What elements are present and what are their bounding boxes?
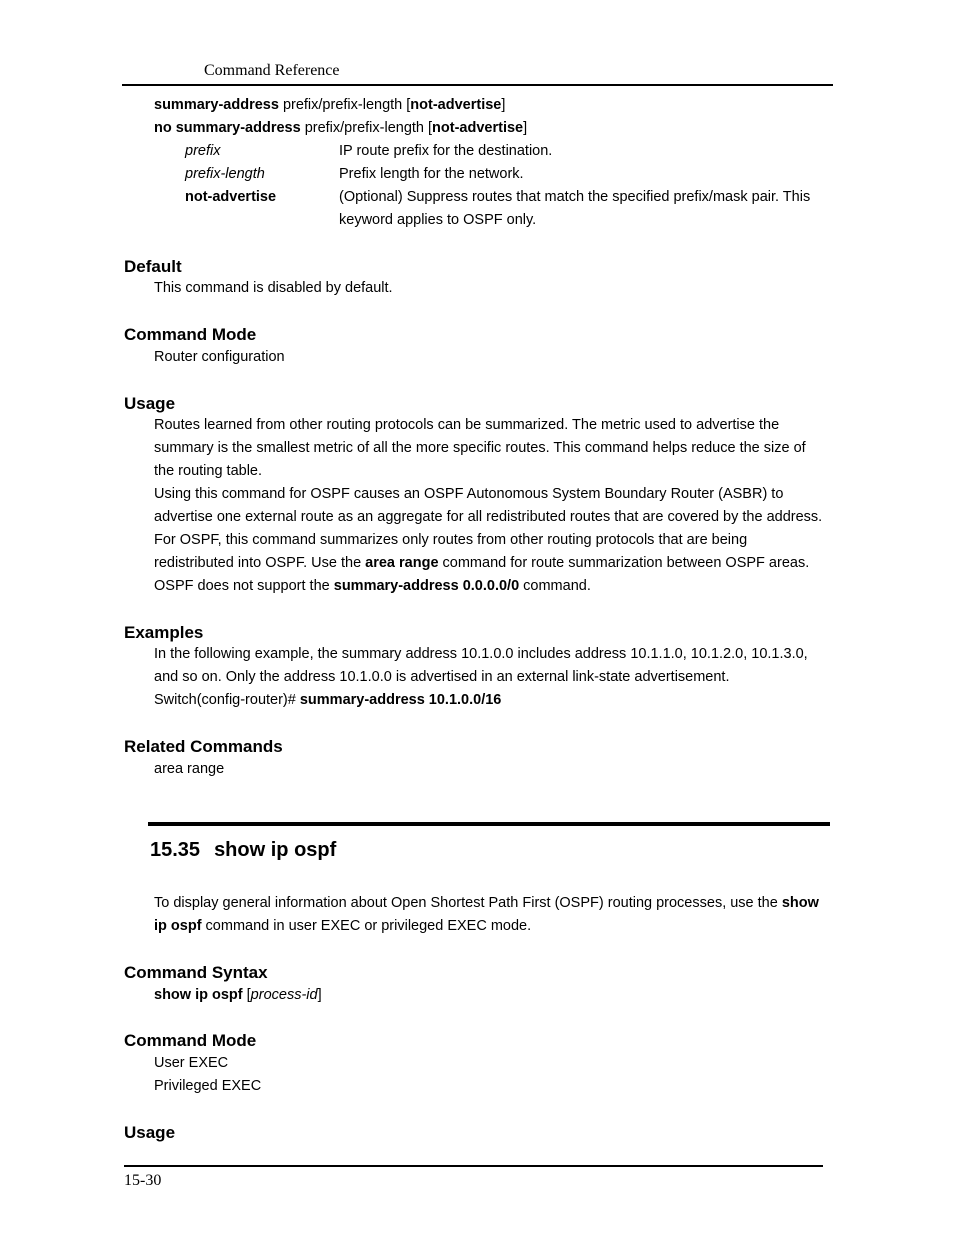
syntax-option: not-advertise (410, 97, 502, 113)
param-name: not-advertise (185, 189, 277, 205)
intro-text: command in user EXEC or privileged EXEC mode. (201, 918, 532, 934)
section-title (150, 839, 336, 862)
page-number: 15-30 (124, 1172, 162, 1189)
param-name: prefix-length (185, 166, 265, 182)
usage-line: the routing table. (154, 463, 263, 479)
usage-line: summary is the smallest metric of all the more specific routes. This command helps reduce the size of (154, 440, 806, 456)
command-mode-text: Router configuration (154, 349, 285, 365)
syntax-command: summary-address (154, 97, 279, 113)
intro-keyword: show (781, 895, 819, 911)
heading-default: Default (124, 257, 182, 276)
section-name: show ip ospf (214, 839, 337, 861)
usage-line: Routes learned from other routing protocols can be summarized. The metric used to advertise the (154, 417, 780, 433)
section-intro-line (154, 895, 819, 911)
syntax-close: ] (501, 97, 506, 113)
footer-rule (124, 1165, 823, 1167)
param-desc: IP route prefix for the destination. (339, 143, 553, 159)
example-command-line (154, 692, 501, 708)
usage-line (154, 555, 809, 571)
command-mode-text: Privileged EXEC (154, 1078, 262, 1094)
heading-related-commands: Related Commands (124, 737, 283, 756)
example-command: summary-address 10.1.0.0/16 (299, 692, 502, 708)
usage-text: command for route summarization between OSPF areas. (438, 555, 810, 571)
usage-keyword: summary-address 0.0.0.0/0 (333, 578, 520, 594)
syntax-command: show ip ospf (154, 987, 243, 1003)
param-desc-continued: keyword applies to OSPF only. (339, 212, 537, 228)
section-number: 15.35 (150, 839, 201, 861)
heading-command-mode: Command Mode (124, 325, 257, 344)
example-line: In the following example, the summary address 10.1.0.0 includes address 10.1.1.0, 10.1.2.0, 10.1.3.0, (154, 646, 808, 662)
intro-keyword: ip ospf (154, 918, 202, 934)
syntax-close: ] (523, 120, 528, 136)
usage-text: OSPF does not support the (154, 578, 334, 594)
section-intro-line (154, 918, 531, 934)
syntax2-line (154, 987, 322, 1003)
usage-keyword: area range (365, 555, 439, 571)
heading-usage: Usage (124, 1123, 176, 1142)
heading-usage: Usage (124, 394, 176, 413)
syntax-args: prefix/prefix-length [ (278, 97, 411, 113)
intro-text: To display general information about Open Shortest Path First (OSPF) routing processes, use the (154, 895, 782, 911)
usage-text: command. (519, 578, 591, 594)
heading-examples: Examples (124, 623, 204, 642)
heading-command-syntax: Command Syntax (124, 963, 268, 982)
example-line: and so on. Only the address 10.1.0.0 is advertised in an external link-state advertisement. (154, 669, 730, 685)
syntax-option: not-advertise (432, 120, 524, 136)
syntax-line-1 (154, 97, 505, 113)
syntax-line-2 (154, 120, 527, 136)
syntax-open: [ (242, 987, 251, 1003)
related-command-link: area range (154, 761, 225, 777)
running-header: Command Reference (204, 62, 340, 79)
usage-text: redistributed into OSPF. Use the (154, 555, 366, 571)
syntax-args: prefix/prefix-length [ (300, 120, 433, 136)
usage-line: advertise one external route as an aggregate for all redistributed routes that are covered by the address. (154, 509, 823, 525)
syntax-command: no summary-address (154, 120, 301, 136)
section-rule (148, 822, 830, 826)
heading-command-mode: Command Mode (124, 1031, 257, 1050)
usage-line: Using this command for OSPF causes an OSPF Autonomous System Boundary Router (ASBR) to (154, 486, 784, 502)
default-text: This command is disabled by default. (154, 280, 393, 296)
example-prompt: Switch(config-router)# (154, 692, 300, 708)
header-rule (122, 84, 833, 86)
param-desc: (Optional) Suppress routes that match the specified prefix/mask pair. This (339, 189, 811, 205)
usage-line: For OSPF, this command summarizes only routes from other routing protocols that are being (154, 532, 748, 548)
syntax-arg: process-id (250, 987, 318, 1003)
param-name: prefix (185, 143, 221, 159)
usage-line (154, 578, 591, 594)
command-mode-text: User EXEC (154, 1055, 229, 1071)
syntax-close: ] (317, 987, 322, 1003)
param-desc: Prefix length for the network. (339, 166, 524, 182)
